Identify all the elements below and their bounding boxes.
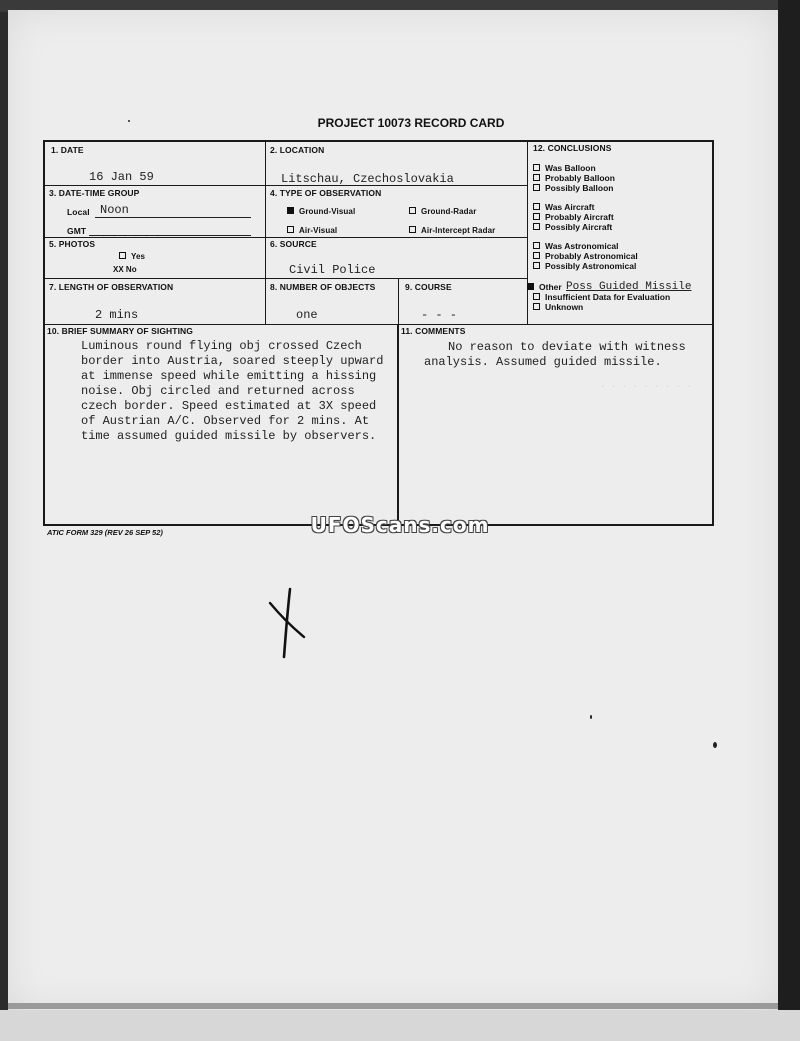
conclusion-option: Probably Balloon [533, 173, 615, 183]
checkbox-icon [533, 203, 540, 210]
conclusions-other: Other Poss Guided Missile [527, 282, 691, 293]
scan-bottom-shadow [8, 1003, 778, 1009]
watermark: UFOScans.com [310, 513, 490, 537]
conclusion-option: Insufficient Data for Evaluation [533, 292, 670, 302]
checkbox-icon [533, 174, 540, 181]
conclusion-option: Was Astronomical [533, 241, 638, 251]
conclusion-option: Probably Aircraft [533, 212, 614, 222]
summary-line: czech border. Speed estimated at 3X speed [81, 399, 377, 413]
conclusions-group-aircraft [533, 202, 614, 232]
summary-line: at immense speed while emitting a hissing [81, 369, 377, 383]
conclusion-option: Possibly Astronomical [533, 261, 638, 271]
conclusion-option: Was Balloon [533, 163, 615, 173]
air-visual-option: Air-Visual [287, 226, 337, 235]
summary-line: border into Austria, soared steeply upward [81, 354, 384, 368]
checkbox-icon [533, 293, 540, 300]
type-label: 4. TYPE OF OBSERVATION [270, 188, 382, 198]
course-value: - - - [421, 308, 458, 322]
air-intercept-option: Air-Intercept Radar [409, 226, 495, 235]
summary-line: of Austrian A/C. Observed for 2 mins. At [81, 414, 370, 428]
conclusions-misc [533, 292, 670, 312]
summary-line: Luminous round flying obj crossed Czech [81, 339, 362, 353]
length-label: 7. LENGTH OF OBSERVATION [49, 282, 174, 292]
checkbox-icon [409, 207, 416, 214]
form-footer: ATIC FORM 329 (REV 26 SEP 52) [47, 528, 163, 537]
record-card [43, 140, 714, 526]
checkbox-icon [119, 252, 126, 259]
checkbox-icon [533, 213, 540, 220]
source-value: Civil Police [289, 263, 376, 277]
photos-no-option: XX No [113, 265, 137, 274]
conclusion-option: Probably Astronomical [533, 251, 638, 261]
summary-line: noise. Obj circled and returned across [81, 384, 355, 398]
course-label: 9. COURSE [405, 282, 452, 292]
local-value: Noon [100, 203, 129, 217]
source-label: 6. SOURCE [270, 239, 317, 249]
comments-line: No reason to deviate with witness [448, 340, 686, 354]
conclusions-label: 12. CONCLUSIONS [533, 143, 612, 153]
conclusion-option: Possibly Balloon [533, 183, 615, 193]
summary-label: 10. BRIEF SUMMARY OF SIGHTING [47, 326, 193, 336]
gmt-label: GMT [67, 226, 87, 236]
checkbox-icon [533, 164, 540, 171]
checkbox-icon [533, 242, 540, 249]
objects-value: one [296, 308, 318, 322]
comments-label: 11. COMMENTS [401, 326, 466, 336]
ground-radar-option: Ground-Radar [409, 207, 476, 216]
checkbox-icon [533, 184, 540, 191]
scan-bottom-edge [0, 1010, 800, 1041]
checkbox-icon [287, 226, 294, 233]
ink-speck [590, 715, 592, 719]
dtg-label: 3. DATE-TIME GROUP [49, 188, 140, 198]
date-value: 16 Jan 59 [89, 170, 154, 184]
location-value: Litschau, Czechoslovakia [281, 172, 454, 186]
checkbox-icon [527, 283, 534, 290]
other-conclusion-value: Poss Guided Missile [566, 281, 692, 293]
conclusion-option: Was Aircraft [533, 202, 614, 212]
date-label: 1. DATE [51, 145, 84, 155]
photos-yes-option: Yes [119, 252, 145, 261]
checkbox-icon [287, 207, 294, 214]
ink-speck [128, 120, 130, 122]
comments-line: analysis. Assumed guided missile. [424, 355, 662, 369]
local-label: Local [67, 207, 90, 217]
checkbox-icon [533, 252, 540, 259]
conclusions-group-astronomical [533, 241, 638, 271]
conclusion-option: Possibly Aircraft [533, 222, 614, 232]
bleed-through: . . . . . . . . . [600, 380, 692, 390]
photos-no-mark: XX [113, 265, 124, 274]
ink-speck [713, 742, 717, 748]
checkbox-icon [533, 262, 540, 269]
location-label: 2. LOCATION [270, 145, 325, 155]
handwritten-x-mark [262, 585, 312, 665]
ground-visual-option: Ground-Visual [287, 207, 355, 216]
checkbox-icon [533, 223, 540, 230]
checkbox-icon [533, 303, 540, 310]
photos-label: 5. PHOTOS [49, 239, 96, 249]
page-title: PROJECT 10073 RECORD CARD [317, 116, 505, 130]
checkbox-icon [409, 226, 416, 233]
conclusion-option: Unknown [533, 302, 670, 312]
conclusions-group-balloon [533, 163, 615, 193]
length-value: 2 mins [95, 308, 139, 322]
summary-line: time assumed guided missile by observers. [81, 429, 377, 443]
objects-label: 8. NUMBER OF OBJECTS [270, 282, 376, 292]
